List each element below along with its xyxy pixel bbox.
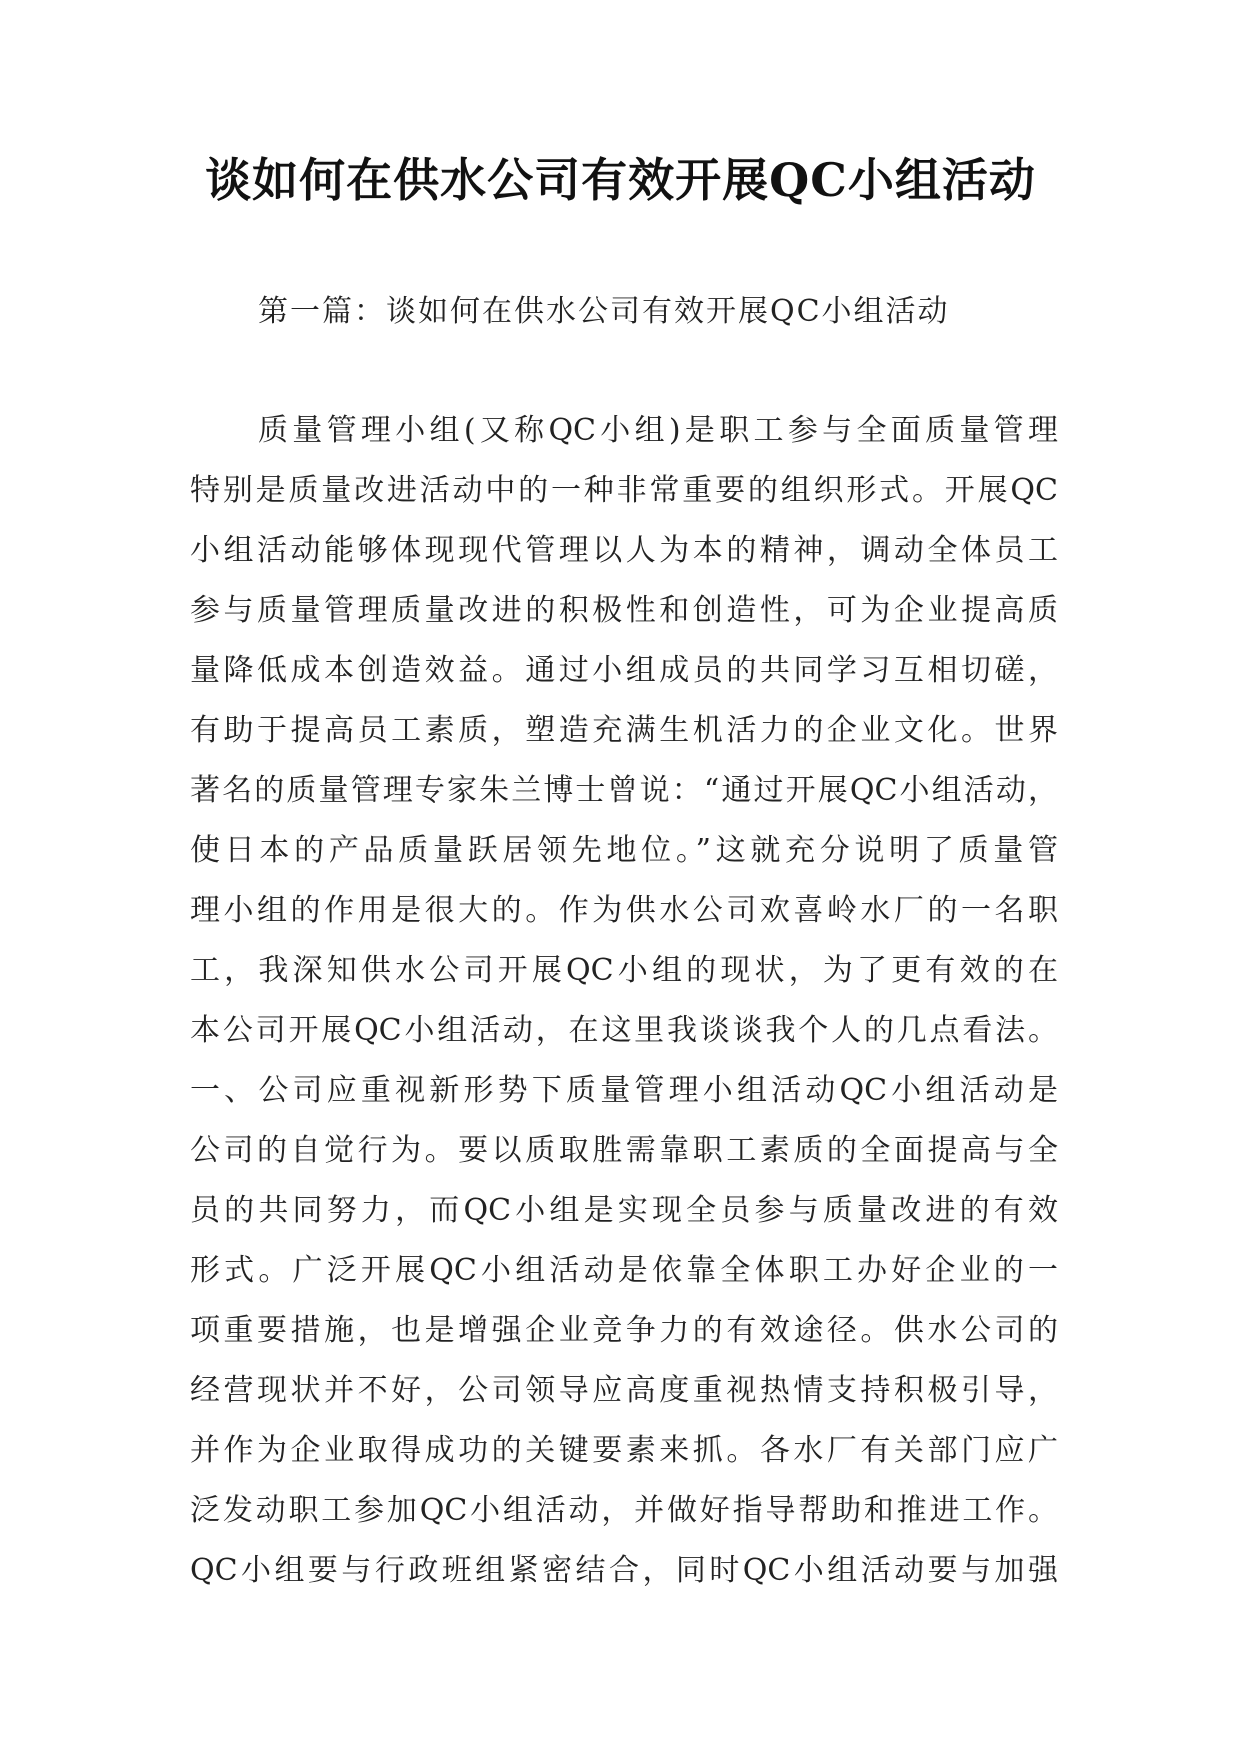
body-line: 小组活动能够体现现代管理以人为本的精神，调动全体员工 [190,533,1058,568]
body-text [190,408,1058,1608]
body-line: QC小组要与行政班组紧密结合，同时QC小组活动要与加强 [190,1553,1058,1588]
body-line: 并作为企业取得成功的关键要素来抓。各水厂有关部门应广 [190,1433,1058,1468]
body-line: 员的共同努力，而QC小组是实现全员参与质量改进的有效 [190,1193,1058,1228]
body-line: 量降低成本创造效益。通过小组成员的共同学习互相切磋， [190,653,1058,688]
body-line: 经营现状并不好，公司领导应高度重视热情支持积极引导， [190,1373,1058,1408]
body-line: 参与质量管理质量改进的积极性和创造性，可为企业提高质 [190,593,1058,628]
body-line: 一、公司应重视新形势下质量管理小组活动QC小组活动是 [190,1073,1058,1108]
body-line: 使日本的产品质量跃居领先地位。”这就充分说明了质量管 [190,833,1058,868]
document-title: 谈如何在供水公司有效开展QC小组活动 [205,153,1036,207]
body-line: 著名的质量管理专家朱兰博士曾说：“通过开展QC小组活动， [190,773,1058,808]
body-line: 工，我深知供水公司开展QC小组的现状，为了更有效的在 [190,953,1058,988]
body-line: 泛发动职工参加QC小组活动，并做好指导帮助和推进工作。 [190,1493,1058,1528]
body-line: 项重要措施，也是增强企业竞争力的有效途径。供水公司的 [190,1313,1058,1348]
body-line: 有助于提高员工素质，塑造充满生机活力的企业文化。世界 [190,713,1058,748]
body-line: 质量管理小组(又称QC小组)是职工参与全面质量管理 [258,413,1058,448]
document-subtitle: 第一篇：谈如何在供水公司有效开展QC小组活动 [258,294,950,329]
body-line: 公司的自觉行为。要以质取胜需靠职工素质的全面提高与全 [190,1133,1058,1168]
body-line: 理小组的作用是很大的。作为供水公司欢喜岭水厂的一名职 [190,893,1058,928]
body-line: 本公司开展QC小组活动，在这里我谈谈我个人的几点看法。 [190,1013,1058,1048]
body-line: 形式。广泛开展QC小组活动是依靠全体职工办好企业的一 [190,1253,1058,1288]
body-line: 特别是质量改进活动中的一种非常重要的组织形式。开展QC [190,473,1058,508]
